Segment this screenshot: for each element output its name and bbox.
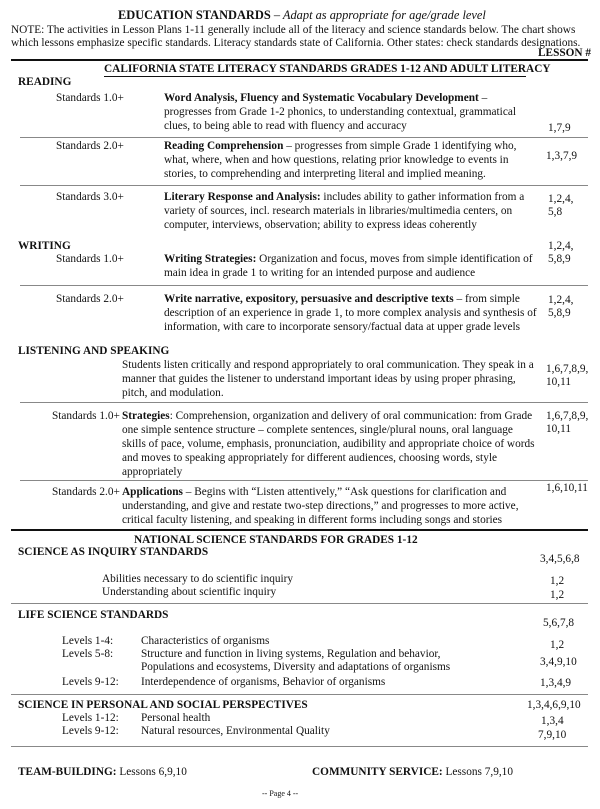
- writing-standard-2-line: description of an experience in grade 1, to more complex analysis and synthesis of: [164, 307, 537, 319]
- listening-intro-line: manner that guides the listener to understand important ideas by using proper phrasing,: [122, 373, 516, 385]
- row-divider: [20, 402, 588, 403]
- literacy-heading-underline: [104, 76, 526, 77]
- reading-standard-3-line: computer, interviews, observation; ability to express ideas coherently: [164, 219, 477, 231]
- listening-standard-1-line: and moves to speaking appropriately for different audiences, choosing words, style: [122, 452, 497, 464]
- life-row: Populations and ecosystems, Diversity and adaptations of organisms: [141, 661, 451, 673]
- reading-standard-2-label: Standards 2.0+: [56, 140, 124, 152]
- header-subtitle: – Adapt as appropriate for age/grade level: [273, 8, 486, 22]
- inquiry-row-lessons: 1,2: [550, 575, 565, 587]
- life-row: Characteristics of organisms: [141, 635, 270, 647]
- literacy-heading: CALIFORNIA STATE LITERACY STANDARDS GRADES 1-12 AND ADULT LITERACY: [104, 63, 551, 75]
- note-line-2: which lessons emphasize specific standards. Literacy standards state of California. Other states: check standards designations.: [11, 37, 581, 49]
- personal-row-lessons: 1,3,4: [541, 715, 564, 727]
- inquiry-row: Abilities necessary to do scientific inquiry: [102, 573, 294, 585]
- header-title-line: [118, 8, 486, 22]
- row-divider: [11, 694, 588, 695]
- reading-standard-1-line: progresses from Grade 1-2 phonics, to understanding contextual, grammatical: [164, 106, 516, 118]
- writing-standard-1-line: main idea in grade 1 to writing for an intended purpose and audience: [164, 267, 476, 279]
- inquiry-label: SCIENCE AS INQUIRY STANDARDS: [18, 546, 209, 558]
- personal-label: SCIENCE IN PERSONAL AND SOCIAL PERSPECTIVES: [18, 699, 308, 711]
- reading-standard-2-line: what, where, when and how questions, relating prior knowledge to events in: [164, 154, 509, 166]
- section-divider: [11, 529, 588, 531]
- listening-standard-2-label: Standards 2.0+: [52, 486, 120, 498]
- inquiry-lessons: 3,4,5,6,8: [540, 553, 580, 565]
- row-divider: [11, 746, 588, 747]
- note-line-1: NOTE: The activities in Lesson Plans 1-11 generally include all of the literacy and science standards below. The chart shows: [11, 24, 576, 36]
- listening-standard-2-lessons: 1,6,10,11: [546, 482, 588, 494]
- reading-standard-1-line: clues, to being able to read with fluency and accuracy: [164, 120, 407, 132]
- header-title: EDUCATION STANDARDS: [118, 8, 271, 22]
- life-lessons: 5,6,7,8: [543, 617, 575, 629]
- row-divider: [20, 480, 588, 481]
- life-row-lessons: 1,3,4,9: [540, 677, 572, 689]
- listening-intro-line: pitch, and modulation.: [122, 387, 224, 399]
- reading-label: READING: [18, 76, 72, 88]
- row-divider: [20, 285, 588, 286]
- lesson-column-header: LESSON #: [538, 47, 592, 59]
- personal-row: Natural resources, Environmental Quality: [141, 725, 330, 737]
- section-divider: [11, 59, 588, 61]
- writing-label: WRITING: [18, 240, 71, 252]
- writing-standard-2-label: Standards 2.0+: [56, 293, 124, 305]
- personal-level: Levels 1-12:: [62, 712, 119, 724]
- listening-standard-1-label: Standards 1.0+: [52, 410, 120, 422]
- listening-standard-1-lessons: 1,6,7,8,9, 10,11: [546, 410, 589, 435]
- reading-standard-3-line: variety of sources, incl. research materials in libraries/multimedia centers, on: [164, 205, 513, 217]
- listening-standard-1-first-line: Strategies: Comprehension, organization and delivery of oral communication: from Grade: [122, 410, 533, 422]
- life-row-lessons: 3,4,9,10: [540, 656, 577, 668]
- personal-level: Levels 9-12:: [62, 725, 119, 737]
- reading-standard-1-label: Standards 1.0+: [56, 92, 124, 104]
- listening-intro-lessons: 1,6,7,8,9, 10,11: [546, 363, 589, 388]
- listening-intro-line: Students listen critically and respond appropriately to oral communication. They speak in a: [122, 359, 534, 371]
- reading-standard-2-line: stories, to comprehending and interpreting literal and implied meaning.: [164, 168, 486, 180]
- science-heading: NATIONAL SCIENCE STANDARDS FOR GRADES 1-12: [134, 534, 418, 546]
- reading-standard-1-lessons: 1,7,9: [548, 122, 571, 134]
- reading-standard-3-first-line: Literary Response and Analysis: includes ability to gather information from a: [164, 191, 525, 203]
- life-level: Levels 1-4:: [62, 635, 114, 647]
- reading-standard-1-first-line: Word Analysis, Fluency and Systematic Vocabulary Development –: [164, 92, 488, 104]
- listening-label: LISTENING AND SPEAKING: [18, 345, 170, 357]
- life-row: Structure and function in living systems, Regulation and behavior,: [141, 648, 441, 660]
- writing-standard-2-line: information, with care to incorporate sensory/factual data at upper grade levels: [164, 321, 521, 333]
- community-service-line: COMMUNITY SERVICE: Lessons 7,9,10: [312, 766, 513, 778]
- listening-standard-1-line: appropriately: [122, 466, 183, 478]
- listening-standard-1-line: one simple sentence structure – complete sentences, single/plural nouns, oral language: [122, 424, 513, 436]
- reading-standard-3-label: Standards 3.0+: [56, 191, 124, 203]
- reading-standard-2-first-line: Reading Comprehension – progresses from simple Grade 1 identifying who,: [164, 140, 517, 152]
- reading-standard-2-lessons: 1,3,7,9: [546, 150, 578, 162]
- personal-row: Personal health: [141, 712, 211, 724]
- team-building-line: TEAM-BUILDING: Lessons 6,9,10: [18, 766, 187, 778]
- listening-standard-2-line: understanding, and give and restate two-step directions,” and progresses to more active,: [122, 500, 519, 512]
- life-row: Interdependence of organisms, Behavior of organisms: [141, 676, 386, 688]
- reading-standard-3-lessons: 1,2,4, 5,8: [548, 193, 574, 218]
- life-level: Levels 9-12:: [62, 676, 119, 688]
- listening-standard-2-first-line: Applications – Begins with “Listen attentively,” “Ask questions for clarification and: [122, 486, 507, 498]
- listening-standard-1-line: skills of pace, volume, emphasis, pronunciation, audibility and appropriate choice of words: [122, 438, 535, 450]
- page-number: -- Page 4 --: [262, 789, 299, 798]
- inquiry-row: Understanding about scientific inquiry: [102, 586, 277, 598]
- row-divider: [11, 603, 588, 604]
- row-divider: [20, 185, 588, 186]
- life-level: Levels 5-8:: [62, 648, 114, 660]
- inquiry-row-lessons: 1,2: [550, 589, 565, 601]
- writing-standard-2-first-line: Write narrative, expository, persuasive and descriptive texts – from simple: [164, 293, 520, 305]
- writing-standard-2-lessons: 1,2,4, 5,8,9: [548, 294, 574, 319]
- life-row-lessons: 1,2: [550, 639, 565, 651]
- row-divider: [20, 137, 588, 138]
- personal-lessons: 1,3,4,6,9,10: [527, 699, 581, 711]
- writing-standard-1-label: Standards 1.0+: [56, 253, 124, 265]
- writing-standard-1-first-line: Writing Strategies: Organization and focus, moves from simple identification of: [164, 253, 533, 265]
- life-label: LIFE SCIENCE STANDARDS: [18, 609, 169, 621]
- writing-standard-1-lessons: 1,2,4, 5,8,9: [548, 240, 574, 265]
- personal-row-lessons: 7,9,10: [538, 729, 567, 741]
- listening-standard-2-line: critical faculty listening, and speaking in different forms including songs and stories: [122, 514, 503, 526]
